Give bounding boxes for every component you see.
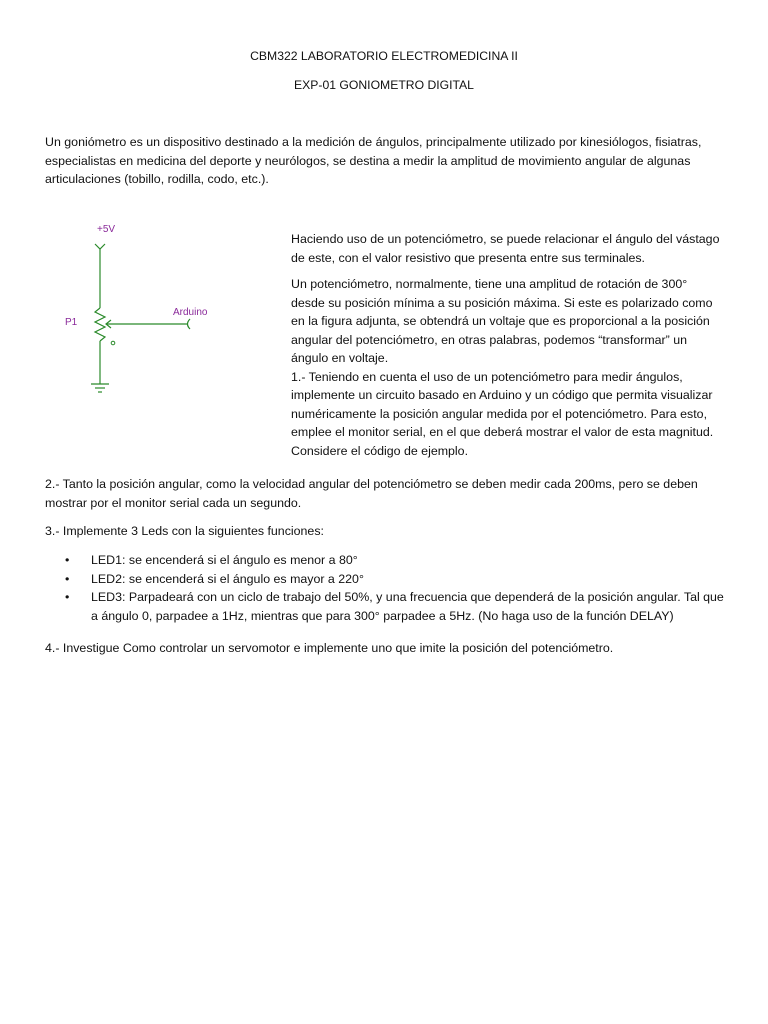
task-3-heading: 3.- Implemente 3 Leds con la siguientes funciones: <box>45 524 324 538</box>
task-4-paragraph: 4.- Investigue Como controlar un servomotor e implemente uno que imite la posición del potenciómetro. <box>45 641 614 655</box>
supply-label: +5V <box>97 224 116 235</box>
task-1-paragraph: 1.- Teniendo en cuenta el uso de un potenciómetro para medir ángulos, implemente un circuito basado en Arduino y un código que permita visualizar numéricamente la posición angular medida por el potenciómetro. Para esto, emplee el monitor serial, en el que deberá mostrar el valor de esta magnitud. Considere el código de ejemplo. <box>291 369 714 458</box>
led-list-item <box>45 551 725 570</box>
pot-rotation-paragraph: Un potenciómetro, normalmente, tiene una amplitud de rotación de 300° desde su posición mínima a su posición máxima. Si este es polarizado como en la figura adjunta, se obtendrá un voltaje que es proporcional a la posición angular del potenciómetro, en otras palabras, podemos “transformar” un ángulo en voltaje. <box>291 277 713 365</box>
pot-angle-paragraph: Haciendo uso de un potenciómetro, se puede relacionar el ángulo del vástago de este, con el valor resistivo que presenta entre sus terminales. <box>291 232 720 265</box>
component-label: P1 <box>65 317 78 328</box>
terminal-dot <box>111 341 115 345</box>
led-list-item <box>45 588 725 625</box>
bullet: • <box>65 571 70 586</box>
potentiometer-resistor-symbol <box>95 308 105 341</box>
led-list-item-text: LED1: se encenderá si el ángulo es menor a 80° <box>91 553 358 567</box>
intro-paragraph: Un goniómetro es un dispositivo destinado a la medición de ángulos, principalmente utilizado por kinesiólogos, fisiatras, especialistas en medicina del deporte y neurólogos, se destina a medir la amplitud de movimiento angular de algunas articulaciones (tobillo, rodilla, codo, etc.). <box>45 135 702 186</box>
right-column-text <box>291 230 723 468</box>
bullet: • <box>65 553 70 567</box>
task-2-paragraph: 2.- Tanto la posición angular, como la velocidad angular del potenciómetro se deben medir cada 200ms, pero se deben mostrar por el monitor serial cada un segundo. <box>45 477 698 510</box>
supply-arrow-symbol <box>95 244 105 249</box>
circuit-schematic <box>55 218 225 403</box>
led-list-item-text: LED3: Parpadeará con un ciclo de trabajo del 50%, y una frecuencia que dependerá de la posición angular. Tal que a ángulo 0, parpadee a 1Hz, mientras que para 300° parpadee a 5Hz. (No haga uso de la función DELAY) <box>91 590 724 623</box>
led-list <box>45 551 725 625</box>
bullet: • <box>65 590 70 604</box>
output-connector-symbol <box>188 319 191 329</box>
course-title: CBM322 LABORATORIO ELECTROMEDICINA II <box>250 49 518 63</box>
potentiometer-circuit-figure <box>55 218 225 403</box>
led-list-item-text: LED2: se encenderá si el ángulo es mayor a 220° <box>91 571 364 586</box>
led-list-item <box>45 570 725 589</box>
experiment-title: EXP-01 GONIOMETRO DIGITAL <box>294 78 474 92</box>
output-label: Arduino <box>173 307 208 318</box>
